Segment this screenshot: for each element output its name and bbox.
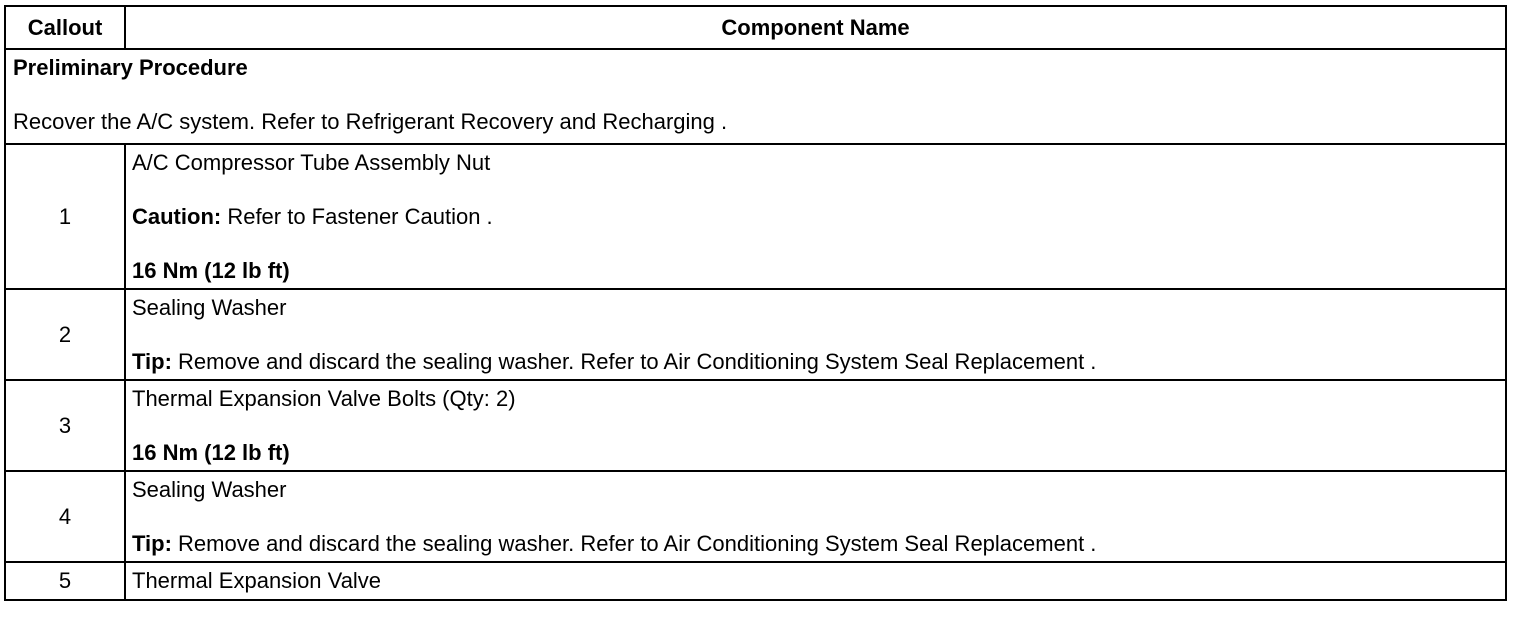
- caution-label: Caution:: [132, 204, 222, 229]
- component-name: Sealing Washer: [132, 477, 287, 502]
- callout-number: 2: [5, 289, 125, 380]
- component-cell: [125, 562, 1506, 600]
- table-row: [5, 380, 1506, 471]
- tip-text: Remove and discard the sealing washer. Refer to Air Conditioning System Seal Replacement .: [171, 531, 1097, 556]
- caution-text: Refer to Fastener Caution .: [221, 204, 493, 229]
- callout-number: 4: [5, 471, 125, 562]
- tip-line: [132, 348, 1499, 375]
- preliminary-cell: [5, 49, 1506, 144]
- table-row: [5, 471, 1506, 562]
- callout-number: 3: [5, 380, 125, 471]
- callout-number: 1: [5, 144, 125, 289]
- header-component-name: Component Name: [125, 6, 1506, 49]
- component-cell: [125, 471, 1506, 562]
- preliminary-text: Recover the A/C system. Refer to Refrigerant Recovery and Recharging .: [13, 109, 728, 134]
- tip-line: [132, 530, 1499, 557]
- component-name: Thermal Expansion Valve Bolts (Qty: 2): [132, 386, 516, 411]
- component-cell: [125, 144, 1506, 289]
- component-cell: [125, 380, 1506, 471]
- tip-label: Tip:: [132, 531, 172, 556]
- table-row: [5, 289, 1506, 380]
- preliminary-row: [5, 49, 1506, 144]
- component-name: Thermal Expansion Valve: [132, 568, 382, 593]
- table-row: [5, 144, 1506, 289]
- callout-number: 5: [5, 562, 125, 600]
- component-name: A/C Compressor Tube Assembly Nut: [132, 150, 491, 175]
- table-header-row: [5, 6, 1506, 49]
- component-cell: [125, 289, 1506, 380]
- caution-line: [132, 203, 1499, 230]
- header-callout: Callout: [5, 6, 125, 49]
- torque-spec: 16 Nm (12 lb ft): [132, 258, 290, 283]
- tip-text: Remove and discard the sealing washer. Refer to Air Conditioning System Seal Replacement .: [171, 349, 1097, 374]
- procedure-table: [4, 5, 1507, 601]
- preliminary-title: Preliminary Procedure: [13, 55, 248, 80]
- torque-spec: 16 Nm (12 lb ft): [132, 440, 290, 465]
- table-row: [5, 562, 1506, 600]
- component-name: Sealing Washer: [132, 295, 287, 320]
- tip-label: Tip:: [132, 349, 172, 374]
